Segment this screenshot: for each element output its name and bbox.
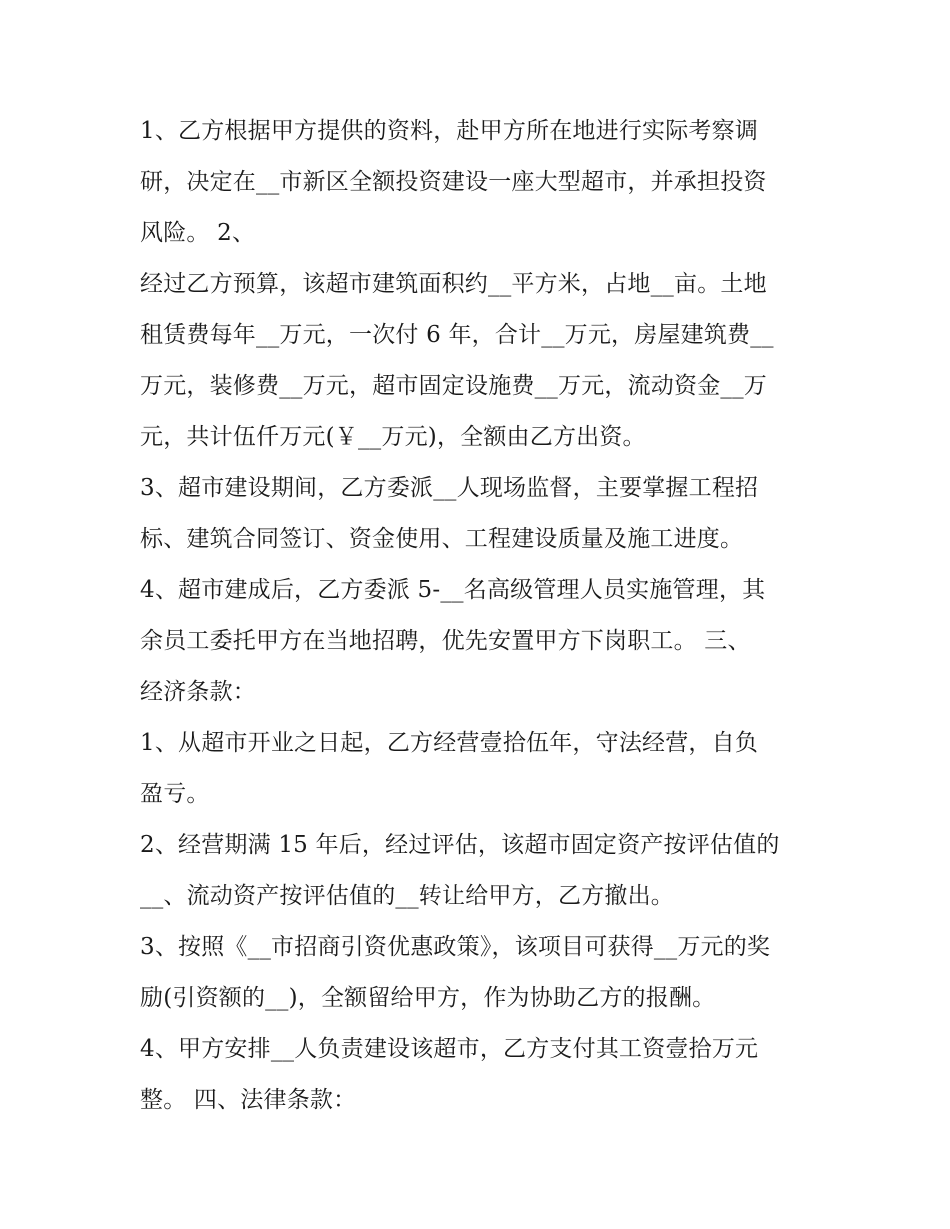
text-line: 标、建筑合同签订、资金使用、工程建设质量及施工进度。 — [140, 526, 744, 552]
text-line: 经过乙方预算，该超市建筑面积约__平方米，占地__亩。土地 — [140, 271, 767, 297]
text-line: 1、从超市开业之日起，乙方经营壹拾伍年，守法经营，自负 — [140, 730, 759, 756]
text-line: 研，决定在__市新区全额投资建设一座大型超市，并承担投资 — [140, 169, 767, 195]
text-line: 余员工委托甲方在当地招聘，优先安置甲方下岗职工。 三、 — [140, 628, 751, 654]
text-line: 3、超市建设期间，乙方委派__人现场监督，主要掌握工程招 — [140, 475, 759, 501]
text-line: 风险。 2、 — [140, 220, 256, 246]
text-line: 万元，装修费__万元，超市固定设施费__万元，流动资金__万 — [140, 373, 767, 399]
text-line: 4、甲方安排__人负责建设该超市，乙方支付其工资壹拾万元 — [140, 1036, 759, 1062]
text-line: 盈亏。 — [140, 781, 210, 807]
text-line: __、流动资产按评估值的__转让给甲方，乙方撤出。 — [140, 883, 674, 909]
text-line: 3、按照《__市招商引资优惠政策》，该项目可获得__万元的奖 — [140, 934, 771, 960]
text-line: 租赁费每年__万元，一次付 6 年，合计__万元，房屋建筑费__ — [140, 322, 774, 348]
text-line: 1、乙方根据甲方提供的资料，赴甲方所在地进行实际考察调 — [140, 118, 759, 144]
text-line: 励(引资额的__)，全额留给甲方，作为协助乙方的报酬。 — [140, 985, 716, 1011]
document-body — [140, 106, 820, 1126]
text-line: 元，共计伍仟万元(￥__万元)，全额由乙方出资。 — [140, 424, 646, 450]
text-line: 整。 四、法律条款： — [140, 1087, 357, 1113]
text-line: 2、经营期满 15 年后，经过评估，该超市固定资产按评估值的 — [140, 832, 780, 858]
text-line: 经济条款： — [140, 679, 256, 705]
text-line: 4、超市建成后，乙方委派 5-__名高级管理人员实施管理，其 — [140, 577, 766, 603]
